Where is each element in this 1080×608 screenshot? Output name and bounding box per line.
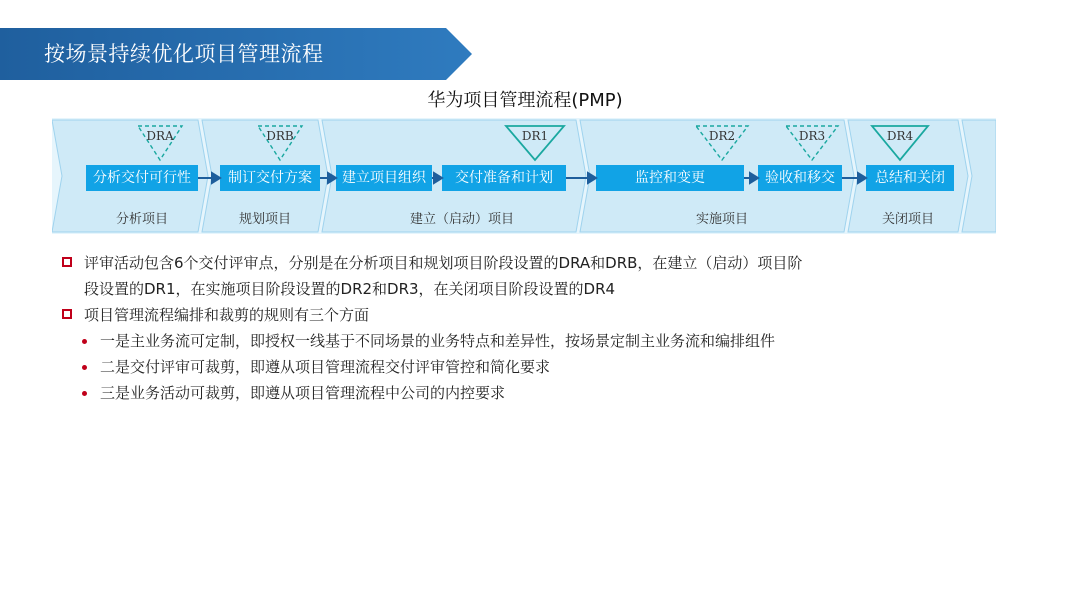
bullet-1-line-2: 段设置的DR1，在实施项目阶段设置的DR2和DR3，在关闭项目阶段设置的DR4 [84, 280, 616, 298]
sub-bullet-1-text: 一是主业务流可定制，即授权一线基于不同场景的业务特点和差异性，按场景定制主业务流和编排组件 [100, 332, 776, 350]
sub-bullet-3-text: 三是业务活动可裁剪，即遵从项目管理流程中公司的内控要求 [100, 384, 506, 402]
dot-bullet-icon [82, 365, 87, 370]
bullet-1-line-1: 评审活动包含6个交付评审点，分别是在分析项目和规划项目阶段设置的DRA和DRB，在建立（启动）项目阶 [84, 254, 803, 272]
bullet-2-text: 项目管理流程编排和裁剪的规则有三个方面 [84, 306, 370, 324]
bullet-item-1 [60, 250, 960, 302]
review-label-dr2: DR2 [708, 129, 736, 143]
square-bullet-icon [62, 257, 72, 267]
sub-bullet-3 [60, 380, 960, 406]
phase-label-analysis: 分析项目 [115, 212, 168, 227]
review-label-dr4: DR4 [886, 129, 914, 143]
step-label-1: 分析交付可行性 [93, 170, 191, 186]
step-label-3: 建立项目组织 [342, 170, 426, 186]
step-label-5: 监控和变更 [635, 170, 705, 186]
phase-label-execute: 实施项目 [695, 212, 748, 227]
phase-label-planning: 规划项目 [238, 212, 291, 227]
bullet-item-2 [60, 302, 960, 328]
dot-bullet-icon [82, 339, 87, 344]
diagram-title: 华为项目管理流程(PMP) [427, 90, 623, 111]
step-label-7: 总结和关闭 [875, 170, 945, 186]
bullet-list [60, 250, 960, 406]
review-label-drb: DRB [266, 129, 294, 143]
page-title: 按场景持续优化项目管理流程 [44, 42, 324, 66]
sub-bullet-2 [60, 354, 960, 380]
review-label-dra: DRA [146, 129, 174, 143]
phase-label-close: 关闭项目 [881, 212, 934, 227]
dot-bullet-icon [82, 391, 87, 396]
sub-bullet-1 [60, 328, 960, 354]
phase-label-setup: 建立（启动）项目 [409, 212, 514, 227]
step-label-4: 交付准备和计划 [455, 170, 553, 186]
square-bullet-icon [62, 309, 72, 319]
review-label-dr3: DR3 [798, 129, 826, 143]
review-label-dr1: DR1 [521, 129, 549, 143]
step-label-2: 制订交付方案 [228, 170, 312, 186]
header-banner [0, 28, 472, 80]
step-label-6: 验收和移交 [765, 170, 835, 186]
sub-bullet-2-text: 二是交付评审可裁剪，即遵从项目管理流程交付评审管控和简化要求 [100, 358, 551, 376]
process-flow-diagram [52, 118, 996, 234]
